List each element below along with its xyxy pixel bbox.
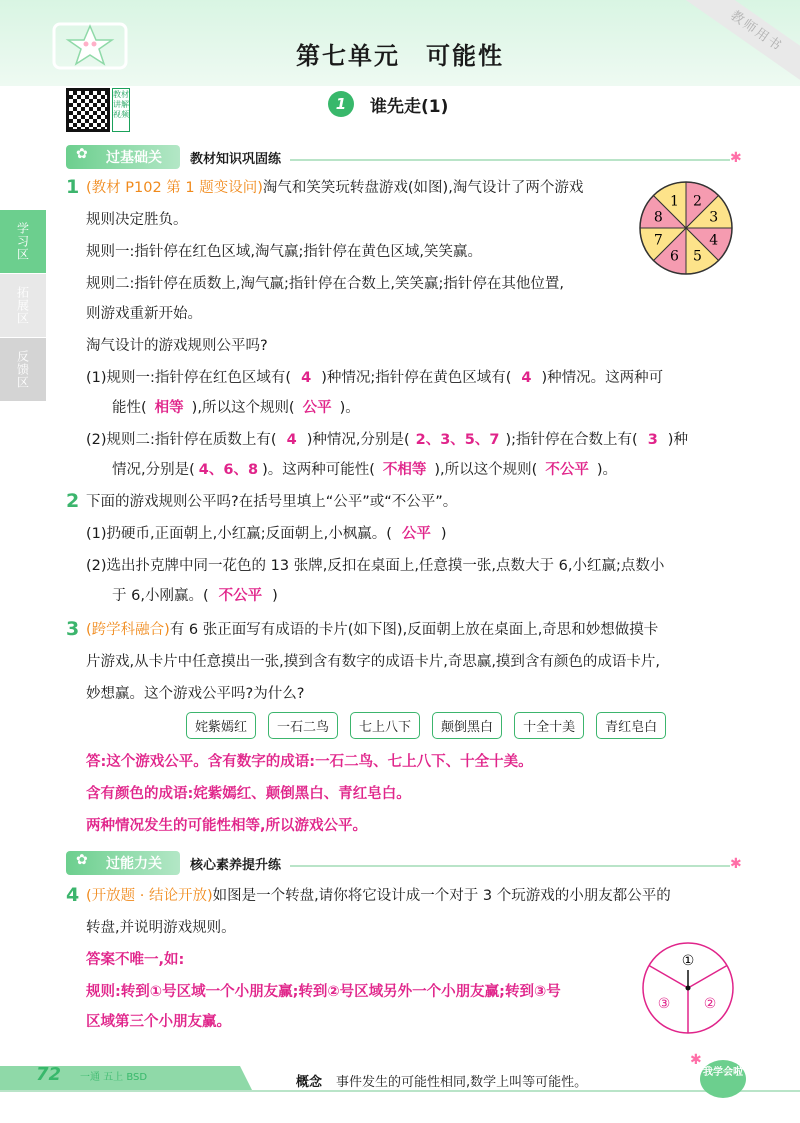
wheel-label: ③ (657, 996, 671, 1012)
answer-line: 情况,分别是( 4、6、8 )。这两种可能性( 不相等 ),所以这个规则( 不公平 )。 (112, 462, 617, 478)
star-icon: ✱ (690, 1052, 702, 1068)
rule-text: 规则二:指针停在质数上,淘气赢;指针停在合数上,笑笑赢;指针停在其他位置, (86, 276, 564, 292)
spinner-number: 7 (653, 232, 663, 249)
answer-text: 规则:转到①号区域一个小朋友赢;转到②号区域另外一个小朋友赢;转到③号 (86, 984, 561, 1000)
spinner-number: 1 (670, 193, 679, 210)
page-number: 72 (36, 1064, 62, 1085)
idiom-card: 七上八下 (350, 712, 420, 739)
side-tab-extend[interactable]: 拓展区 (0, 274, 46, 338)
question-stem: (教材 P102 第 1 题变设问)淘气和笑笑玩转盘游戏(如图),淘气设计了两个游戏 (86, 180, 584, 196)
concept-label: 概念 (296, 1075, 323, 1090)
answer-text: 区域第三个小朋友赢。 (86, 1014, 231, 1030)
wheel-label: ② (703, 996, 717, 1012)
side-tabs (0, 210, 46, 402)
answer-line: 能性( 相等 ),所以这个规则( 公平 )。 (112, 400, 360, 416)
rule-text: 则游戏重新开始。 (86, 306, 202, 322)
badge: 我学会啦 (700, 1060, 746, 1098)
question-stem: (开放题 · 结论开放)如图是一个转盘,请你将它设计成一个对于 3 个玩游戏的小朋友都公平的 (86, 888, 671, 904)
answer-line: (1)规则一:指针停在红色区域有( 4 )种情况;指针停在黄色区域有( 4 )种情况。这两种可 (86, 370, 664, 386)
concept-text: 事件发生的可能性相同,数学上叫等可能性。 (336, 1075, 588, 1090)
answer-text: 两种情况发生的可能性相等,所以游戏公平。 (86, 818, 368, 834)
section-ability (66, 850, 281, 876)
lesson-number: 1 (328, 91, 354, 117)
section-ability-subtitle: 核心素养提升练 (190, 857, 282, 873)
spinner-diagram (638, 180, 734, 276)
spinner-number: 3 (709, 209, 719, 226)
qr-code-icon[interactable] (66, 88, 110, 132)
idiom-card: 颠倒黑白 (432, 712, 502, 739)
question-stem: 下面的游戏规则公平吗?在括号里填上“公平”或“不公平”。 (86, 494, 458, 510)
side-tab-study[interactable]: 学习区 (0, 210, 46, 274)
answer-line: 于 6,小刚赢。( 不公平 ) (112, 588, 278, 604)
question-text: 淘气设计的游戏规则公平吗? (86, 338, 268, 354)
answer-line: (1)扔硬币,正面朝上,小红赢;反面朝上,小枫赢。( 公平 ) (86, 526, 447, 542)
spinner-number: 2 (693, 193, 702, 210)
brand-label: 一通 五上 BSD (80, 1072, 148, 1083)
section-basic-title: ✿ 过基础关 (66, 145, 180, 169)
section-ability-title: ✿ 过能力关 (66, 851, 180, 875)
spinner-number: 4 (709, 232, 719, 249)
spinner-number: 8 (653, 209, 663, 226)
idiom-card: 青红皂白 (596, 712, 666, 739)
question-number: 4 (66, 884, 80, 906)
question-stem: (跨学科融合)有 6 张正面写有成语的卡片(如下图),反面朝上放在桌面上,奇思和妙想做摸卡 (86, 622, 659, 638)
question-number: 1 (66, 176, 80, 198)
question-number: 3 (66, 618, 80, 640)
question-stem: 规则决定胜负。 (86, 212, 188, 228)
side-tab-feedback[interactable]: 反馈区 (0, 338, 46, 402)
section-divider (290, 159, 730, 161)
qr-label: 教材讲解视频 (112, 88, 130, 132)
star-icon: ✱ (730, 150, 742, 166)
three-part-wheel (640, 940, 736, 1036)
section-basic (66, 144, 281, 170)
question-text: (2)选出扑克牌中同一花色的 13 张牌,反扣在桌面上,任意摸一张,点数大于 6,小红赢;点数小 (86, 558, 665, 574)
section-divider (290, 865, 730, 867)
answer-text: 含有颜色的成语:姹紫嫣红、颠倒黑白、青红皂白。 (86, 786, 411, 802)
lesson-title: 谁先走(1) (370, 96, 449, 117)
question-number: 2 (66, 490, 80, 512)
rule-text: 规则一:指针停在红色区域,淘气赢;指针停在黄色区域,笑笑赢。 (86, 244, 482, 260)
question-stem: 妙想赢。这个游戏公平吗?为什么? (86, 686, 305, 702)
idiom-cards (186, 712, 666, 739)
spinner-number: 5 (693, 248, 702, 265)
corner-ribbon: 教师用书 (682, 0, 800, 89)
answer-text: 答:这个游戏公平。含有数字的成语:一石二鸟、七上八下、十全十美。 (86, 754, 533, 770)
unit-title: 第七单元 可能性 (296, 42, 504, 70)
star-icon: ✱ (730, 856, 742, 872)
idiom-card: 十全十美 (514, 712, 584, 739)
answer-text: 答案不唯一,如: (86, 952, 185, 968)
answer-line: (2)规则二:指针停在质数上有( 4 )种情况,分别是( 2、3、5、7 );指针停在合数上有( 3 )种 (86, 432, 688, 448)
lesson-heading (328, 88, 448, 120)
wheel-label: ① (681, 953, 695, 969)
section-basic-subtitle: 教材知识巩固练 (190, 151, 282, 167)
question-stem: 片游戏,从卡片中任意摸出一张,摸到含有数字的成语卡片,奇思赢,摸到含有颜色的成语卡片, (86, 654, 661, 670)
idiom-card: 姹紫嫣红 (186, 712, 256, 739)
idiom-card: 一石二鸟 (268, 712, 338, 739)
question-stem: 转盘,并说明游戏规则。 (86, 920, 236, 936)
spinner-number: 6 (670, 248, 679, 265)
concept-note (296, 1071, 587, 1090)
